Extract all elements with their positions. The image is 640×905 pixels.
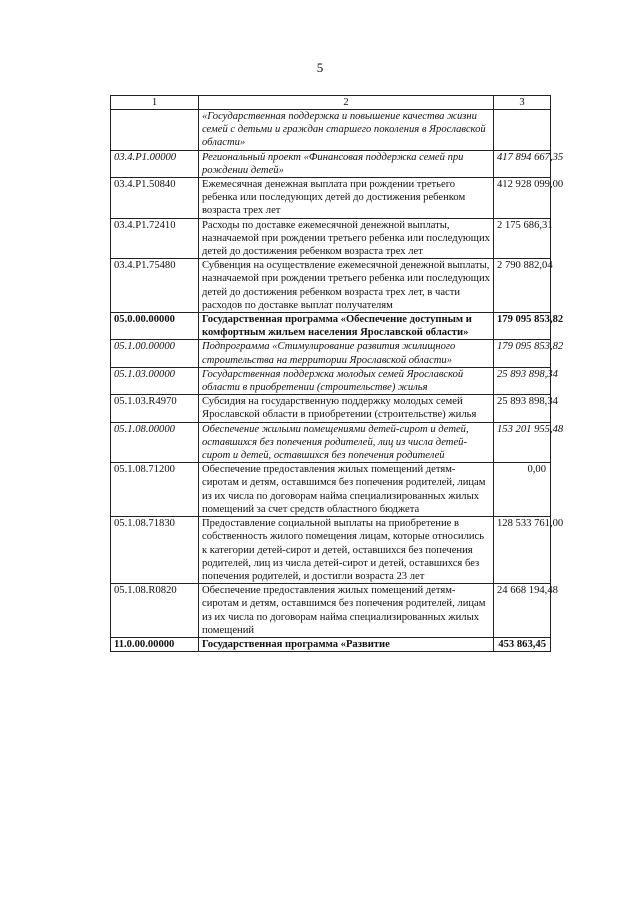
row-amount-cell: 2 175 686,31: [494, 218, 551, 259]
row-code-cell: 05.1.00.00000: [111, 340, 199, 367]
column-header-amount: 3: [494, 96, 551, 110]
budget-table: [110, 95, 564, 652]
row-amount-cell: 24 668 194,48: [494, 584, 551, 638]
row-name-cell: Региональный проект «Финансовая поддержка семей при рождении детей»: [199, 150, 494, 177]
table-row: [111, 313, 551, 340]
row-name-cell: Государственная поддержка молодых семей Ярославской области в приобретении (строительстве) жилья: [199, 367, 494, 394]
row-amount-cell: [494, 110, 551, 151]
row-name-cell: «Государственная поддержка и повышение качества жизни семей с детьми и граждан старшего поколения в Ярославской области»: [199, 110, 494, 151]
row-code-cell: 05.1.08.71830: [111, 517, 199, 584]
table-row: [111, 584, 551, 638]
column-header-name: 2: [199, 96, 494, 110]
table-row: [111, 517, 551, 584]
table-row: [111, 178, 551, 219]
row-code-cell: 03.4.P1.75480: [111, 259, 199, 313]
row-code-cell: 05.1.03.R4970: [111, 395, 199, 422]
row-code-cell: 05.1.08.71200: [111, 463, 199, 517]
row-name-cell: Субвенция на осуществление ежемесячной денежной выплаты, назначаемой при рождении третьего ребенка или последующих детей до достижения ребенком возраста трех лет, в части расходов по доставке выплат получателям: [199, 259, 494, 313]
row-amount-cell: 453 863,45: [494, 637, 551, 651]
table-row: [111, 150, 551, 177]
row-name-cell: Предоставление социальной выплаты на приобретение в собственность жилого помещения лицам, которые относились к категории детей-сирот и детей, оставшихся без попечения родителей, лиц из числа детей-сирот и детей, оставшихся без попечения родителей, и достигли возраста 23 лет: [199, 517, 494, 584]
table-row: [111, 340, 551, 367]
row-amount-cell: 412 928 099,00: [494, 178, 551, 219]
table-row: [111, 367, 551, 394]
column-header-code: 1: [111, 96, 199, 110]
row-name-cell: Обеспечение жилыми помещениями детей-сирот и детей, оставшихся без попечения родителей, лиц из числа детей-сирот и детей, оставшихся без попечения родителей: [199, 422, 494, 463]
table-row: [111, 395, 551, 422]
table-header-row: [111, 96, 551, 110]
row-name-cell: Обеспечение предоставления жилых помещений детям-сиротам и детям, оставшимся без попечения родителей, лицам из их числа по договорам найма специализированных жилых помещений за счет средств областного бюджета: [199, 463, 494, 517]
row-amount-cell: 179 095 853,82: [494, 340, 551, 367]
row-name-cell: Подпрограмма «Стимулирование развития жилищного строительства на территории Ярославской области»: [199, 340, 494, 367]
row-code-cell: [111, 110, 199, 151]
row-amount-cell: 25 893 898,34: [494, 395, 551, 422]
row-amount-cell: 2 790 882,04: [494, 259, 551, 313]
table-row: [111, 218, 551, 259]
row-amount-cell: 153 201 955,48: [494, 422, 551, 463]
row-code-cell: 05.1.08.R0820: [111, 584, 199, 638]
row-name-cell: Государственная программа «Обеспечение доступным и комфортным жильем населения Ярославской области»: [199, 313, 494, 340]
row-amount-cell: 0,00: [494, 463, 551, 517]
table-row: [111, 110, 551, 151]
row-code-cell: 05.0.00.00000: [111, 313, 199, 340]
row-amount-cell: 417 894 667,35: [494, 150, 551, 177]
table-row: [111, 463, 551, 517]
row-name-cell: Расходы по доставке ежемесячной денежной выплаты, назначаемой при рождении третьего ребенка или последующих детей до достижения ребенком возраста трех лет: [199, 218, 494, 259]
row-amount-cell: 179 095 853,82: [494, 313, 551, 340]
row-name-cell: Ежемесячная денежная выплата при рождении третьего ребенка или последующих детей до достижения ребенком возраста трех лет: [199, 178, 494, 219]
row-amount-cell: 128 533 761,00: [494, 517, 551, 584]
row-code-cell: 11.0.00.00000: [111, 637, 199, 651]
page-number: 5: [316, 60, 324, 75]
row-code-cell: 05.1.03.00000: [111, 367, 199, 394]
row-code-cell: 03.4.P1.50840: [111, 178, 199, 219]
row-name-cell: Субсидия на государственную поддержку молодых семей Ярославской области в приобретении (строительстве) жилья: [199, 395, 494, 422]
table-row: [111, 422, 551, 463]
table-row: [111, 259, 551, 313]
table-row: [111, 637, 551, 651]
row-name-cell: Обеспечение предоставления жилых помещений детям-сиротам и детям, оставшимся без попечения родителей, лицам из их числа по договорам найма специализированных жилых помещений: [199, 584, 494, 638]
row-name-cell: Государственная программа «Развитие: [199, 637, 494, 651]
row-code-cell: 03.4.P1.72410: [111, 218, 199, 259]
row-amount-cell: 25 893 898,34: [494, 367, 551, 394]
row-code-cell: 05.1.08.00000: [111, 422, 199, 463]
row-code-cell: 03.4.P1.00000: [111, 150, 199, 177]
